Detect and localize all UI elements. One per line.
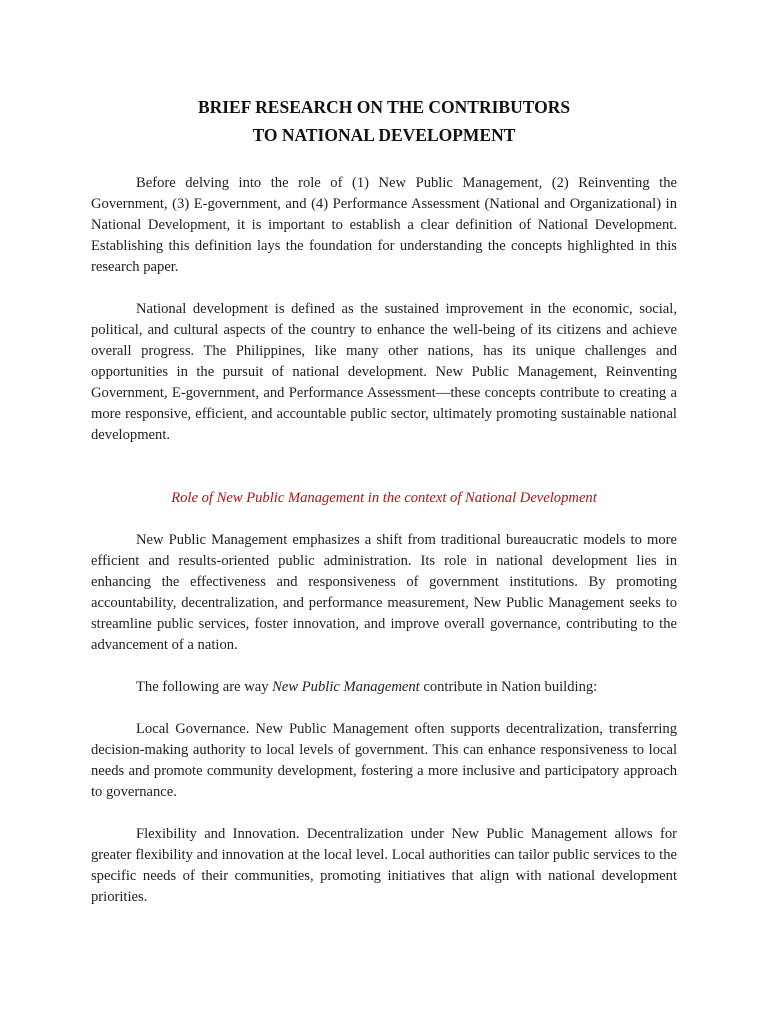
title-line-1: BRIEF RESEARCH ON THE CONTRIBUTORS (197, 97, 571, 117)
document-title (91, 93, 677, 149)
intro-paragraph: Before delving into the role of (1) New Public Management, (2) Reinventing the Government, (3) E-government, and (4) Performance Assessment (National and Organizational) in National Development, it is important to establish a clear definition of National Development. Establishing this definition lays the foundation for understanding the concepts highlighted in this research paper. (91, 175, 677, 275)
title-line-2: TO NATIONAL DEVELOPMENT (252, 125, 516, 145)
local-governance-paragraph: Local Governance. New Public Management often supports decentralization, transferring decision-making authority to local levels of government. This can enhance responsiveness to local needs and promote community development, fostering a more inclusive and participatory approach to governance. (91, 721, 677, 800)
contribution-intro-paragraph (91, 677, 677, 698)
document-body (91, 93, 677, 908)
npm-role-paragraph: New Public Management emphasizes a shift from traditional bureaucratic models to more efficient and results-oriented public administration. Its role in national development lies in enhancing the effectiveness and responsiveness of government institutions. By promoting accountability, decentralization, and performance measurement, New Public Management seeks to streamline public services, foster innovation, and improve overall governance, contributing to the advancement of a nation. (91, 532, 677, 653)
section-heading: Role of New Public Management in the context of National Development (171, 490, 597, 506)
definition-paragraph: National development is defined as the sustained improvement in the economic, social, political, and cultural aspects of the country to enhance the well-being of its citizens and achieve overall progress. The Philippines, like many other nations, has its unique challenges and opportunities in the pursuit of national development. New Public Management, Reinventing Government, E-government, and Performance Assessment—these concepts contribute to creating a more responsive, efficient, and accountable public sector, ultimately promoting sustainable national development. (91, 301, 677, 443)
flexibility-innovation-paragraph: Flexibility and Innovation. Decentralization under New Public Management allows for greater flexibility and innovation at the local level. Local authorities can tailor public services to the specific needs of their communities, promoting initiatives that align with national development priorities. (91, 826, 677, 905)
contribution-intro-text: The following are way (136, 679, 273, 695)
contribution-intro-tail: contribute in Nation building: (419, 679, 598, 695)
npm-emphasis: New Public Management (272, 679, 420, 695)
